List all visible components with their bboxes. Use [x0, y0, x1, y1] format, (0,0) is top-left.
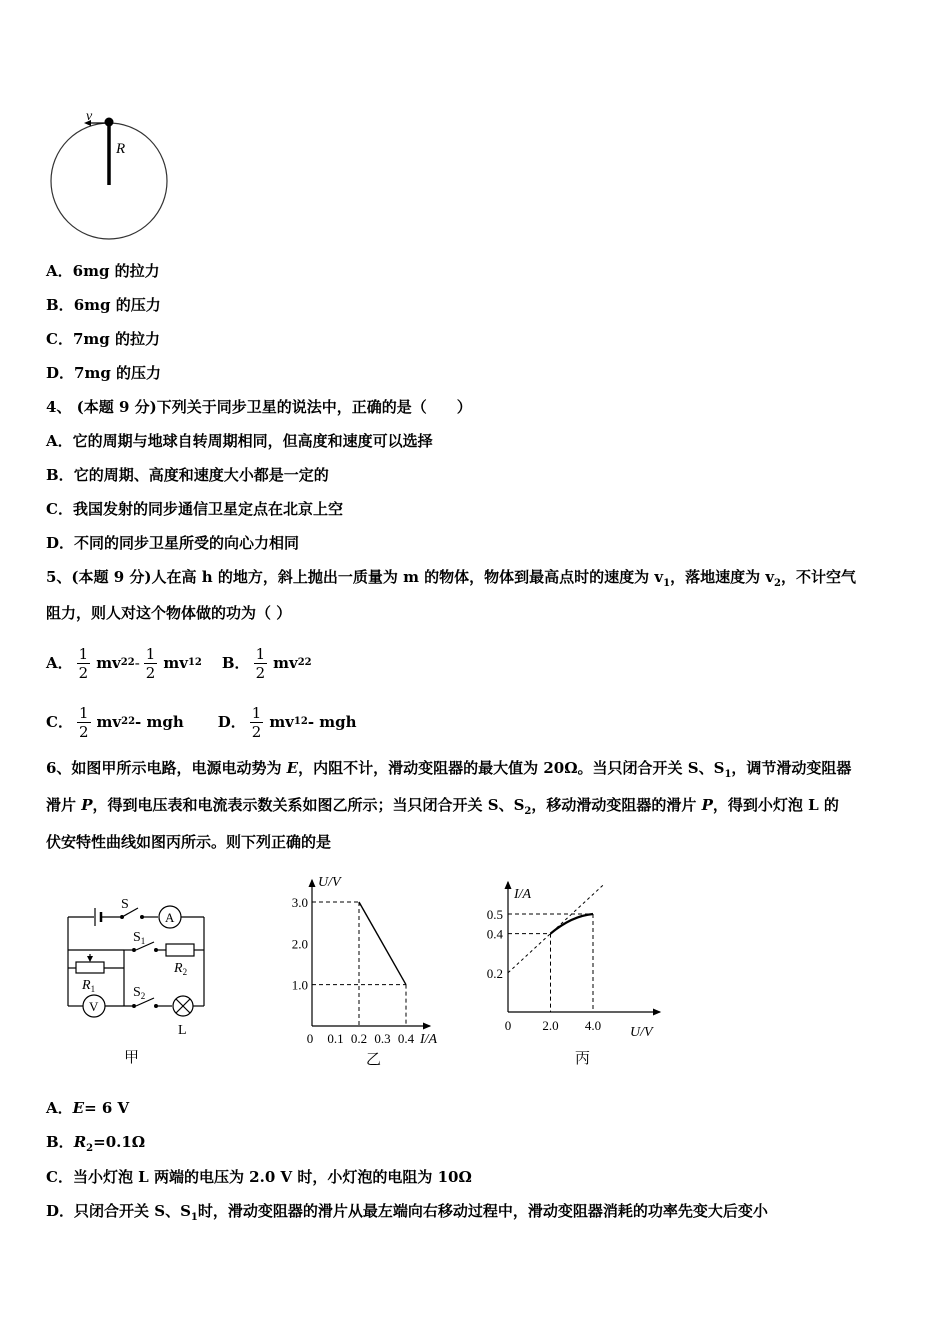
fraction-half: $\frac{1}{2}$ — [255, 644, 266, 682]
x-axis-label: U/V — [630, 1025, 653, 1040]
caption-jia: 甲 — [124, 1048, 140, 1066]
q3-option-d: D．7mg 的压力 — [46, 364, 162, 382]
x-tick-label: 0.4 — [397, 1031, 415, 1046]
q3-option-b: B．6mg 的压力 — [46, 296, 161, 314]
graph-yi — [280, 866, 455, 1071]
q6-option-b: B．$R_2=0.1\Omega$ — [46, 1133, 146, 1154]
fraction-half: $\frac{1}{2}$ — [145, 644, 156, 682]
q4-option-c: C．我国发射的同步通信卫星定点在北京上空 — [46, 500, 343, 518]
label-v: V — [89, 999, 99, 1014]
y-tick-label: 0.2 — [486, 965, 503, 981]
q5-stem-line1: 5、(本题 9 分)人在高 h 的地方，斜上抛出一质量为 m 的物体，物体到最高点时的速度为 $v_1$，落地速度为 $v_2$，不计空气 — [46, 568, 857, 589]
x-tick-label: 4.0 — [584, 1018, 602, 1033]
characteristic-curve — [551, 914, 594, 934]
q6-option-a: A．E= 6 V — [46, 1099, 130, 1117]
q6-option-c: C．当小灯泡 L 两端的电压为 2.0 V 时，小灯泡的电阻为 10Ω — [46, 1168, 472, 1186]
label-a: A — [165, 910, 175, 925]
q5-options-ab: A． $\frac{1}{2}$ mv 2 2 - $\frac{1}{2}$ mv 1 2 B． $\frac{1}{2}$ mv 2 2 — [46, 644, 312, 682]
label-s2: $S_2$ — [133, 985, 146, 1001]
resistor-r2 — [166, 944, 194, 956]
graph-bing — [478, 876, 668, 1071]
circuit-diagram — [58, 892, 218, 1072]
q4-stem: 4、 (本题 9 分)下列关于同步卫星的说法中，正确的是（ ） — [46, 398, 472, 416]
ball — [105, 118, 114, 127]
y-tick-label: 0.4 — [486, 926, 503, 942]
x-tick-label: 0.3 — [374, 1031, 391, 1046]
q4-option-a: A．它的周期与地球自转周期相同，但高度和速度可以选择 — [46, 432, 433, 450]
label-s: S — [121, 897, 129, 912]
switch-contact — [132, 948, 136, 952]
q6-option-d: D．只闭合开关 S、$S_1$时，滑动变阻器的滑片从最左端向右移动过程中，滑动变阻器消耗的功率先变大后变小 — [46, 1202, 768, 1223]
fraction-half: $\frac{1}{2}$ — [78, 703, 89, 741]
switch-contact — [140, 915, 144, 919]
label-s1: $S_1$ — [133, 930, 146, 946]
r-label: R — [116, 141, 126, 157]
fraction-half: $\frac{1}{2}$ — [251, 703, 262, 741]
switch-contact — [154, 1004, 158, 1008]
y-axis-label: I/A — [514, 887, 532, 902]
label-r2: $R_2$ — [174, 961, 188, 977]
q3-option-c: C．7mg 的拉力 — [46, 330, 160, 348]
q6-stem-line2: 滑片 P，得到电压表和电流表示数关系如图乙所示；当只闭合开关 S、$S_2$，移动滑动变阻器的滑片 P，得到小灯泡 L 的 — [46, 796, 839, 817]
caption-bing: 丙 — [575, 1049, 591, 1067]
y-tick-label: 0.5 — [486, 907, 503, 922]
y-tick-label: 1.0 — [291, 977, 308, 993]
y-axis-label: U/V — [318, 875, 341, 890]
q5-options-cd: C． $\frac{1}{2}$ mv 2 2 - mgh D． $\frac{1}{2}$ mv 1 2 - mgh — [46, 703, 357, 741]
slider-arrowhead — [87, 956, 93, 962]
series-line — [359, 902, 406, 985]
x-tick-label: 0.1 — [327, 1031, 344, 1046]
switch-contact — [154, 948, 158, 952]
label-r1: $R_1$ — [82, 978, 96, 994]
y-tick-label: 2.0 — [291, 936, 308, 952]
x-tick-label: 0 — [504, 1018, 512, 1033]
switch-contact — [132, 1004, 136, 1008]
q3-option-a: A．6mg 的拉力 — [46, 262, 160, 280]
label-l: L — [178, 1023, 187, 1038]
x-axis-label: I/A — [420, 1032, 438, 1047]
q4-option-d: D．不同的同步卫星所受的向心力相同 — [46, 534, 300, 552]
fraction-half: $\frac{1}{2}$ — [78, 644, 89, 682]
x-tick-label: 0 — [306, 1031, 314, 1046]
y-tick-label: 3.0 — [291, 895, 308, 910]
q4-option-b: B．它的周期、高度和速度大小都是一定的 — [46, 466, 329, 484]
q6-stem-line1: 6、如图甲所示电路，电源电动势为 E，内阻不计，滑动变阻器的最大值为 20Ω。当只闭合开关 S、$S_1$，调节滑动变阻器 — [46, 759, 852, 780]
q5-stem-line2: 阻力，则人对这个物体做的功为（ ） — [46, 604, 292, 622]
q6-stem-line3: 伏安特性曲线如图丙所示。则下列正确的是 — [46, 833, 332, 851]
v-label: v — [86, 109, 93, 124]
circle-figure — [44, 105, 174, 245]
caption-yi: 乙 — [366, 1050, 382, 1068]
switch-contact — [120, 915, 124, 919]
x-tick-label: 2.0 — [542, 1018, 559, 1033]
x-tick-label: 0.2 — [350, 1031, 368, 1046]
rheostat-r1 — [76, 962, 104, 973]
